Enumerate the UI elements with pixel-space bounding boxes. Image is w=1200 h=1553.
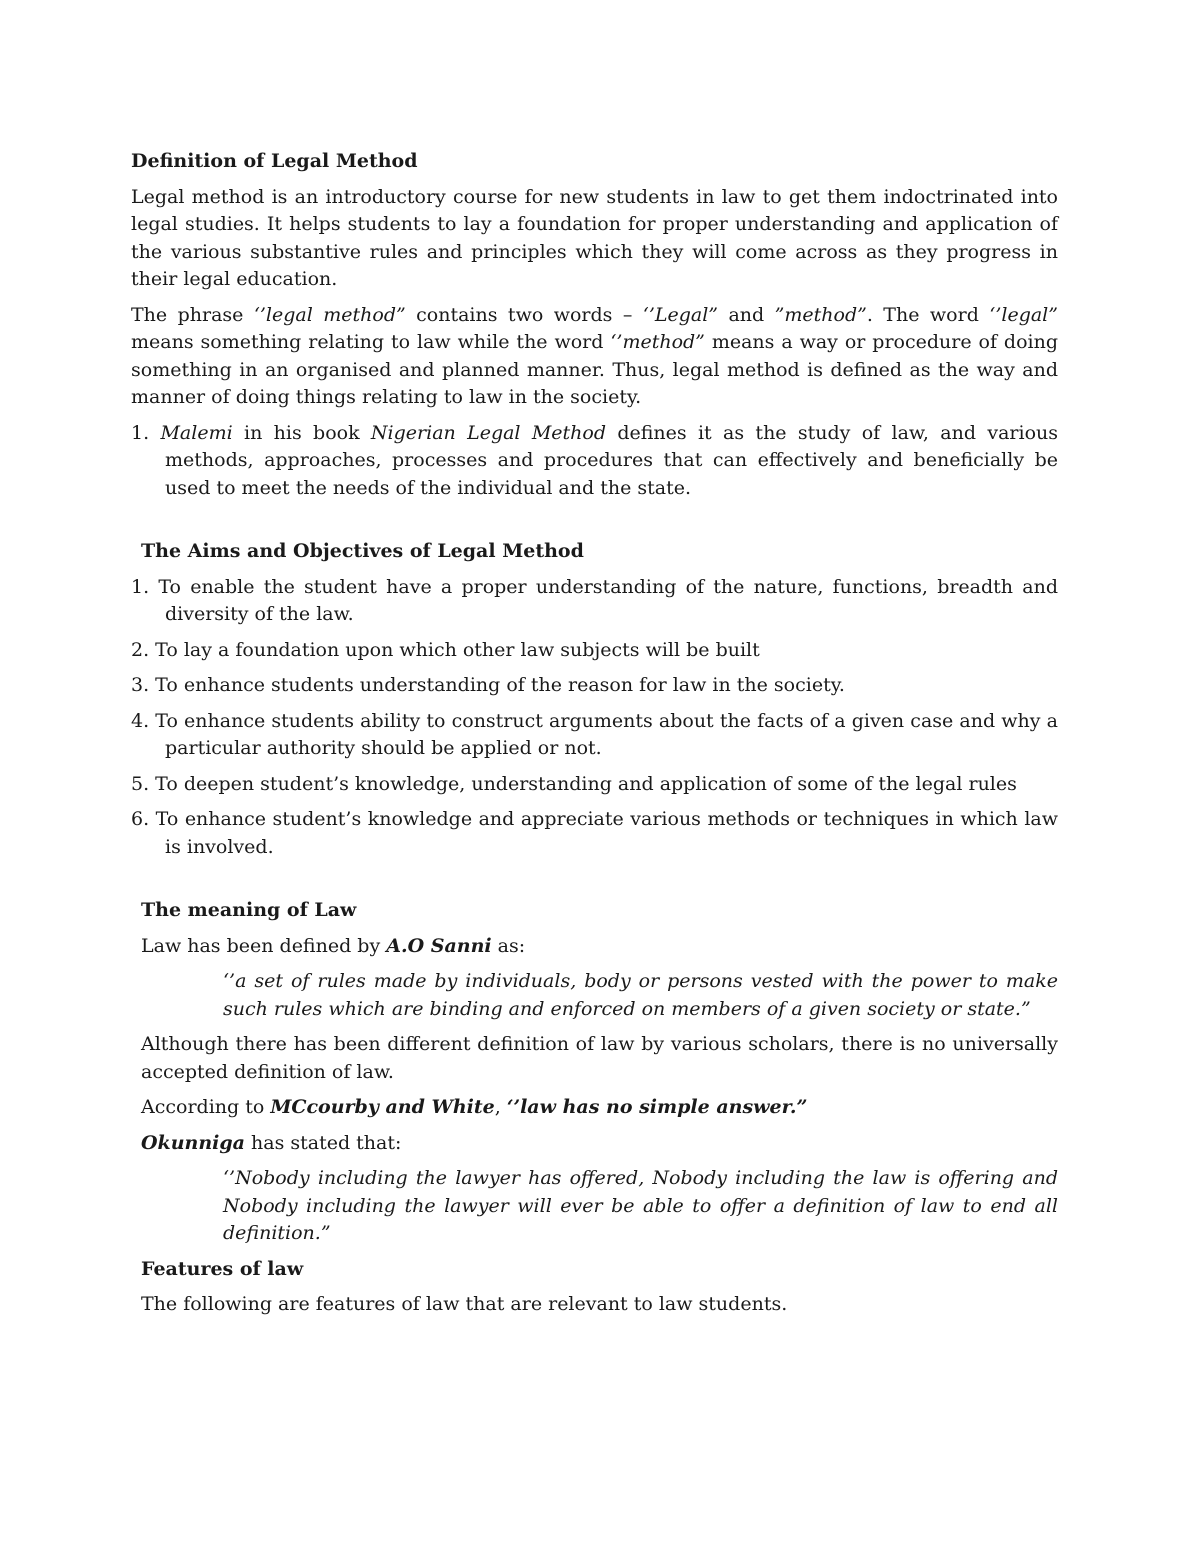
- list-item: 5. To deepen student’s knowledge, understanding and application of some of the legal rules: [131, 772, 1017, 795]
- text: ,: [494, 1096, 507, 1118]
- text: as:: [491, 934, 526, 957]
- no-universal-definition: Although there has been different definition of law by various scholars, there is no universally accepted definition of law.: [141, 1033, 1058, 1083]
- list-item: 2. To lay a foundation upon which other law subjects will be built: [131, 638, 760, 661]
- okunniga-quote: ‘’Nobody including the lawyer has offered, Nobody including the law is offering and Nobody including the lawyer will ever be able to offer a definition of law to end all definition.”: [223, 1167, 1058, 1244]
- text: defines it as the study of law, and various methods, approaches, processes and procedures that can effectively and beneficially be used to meet the needs of the individual and the state.: [165, 421, 1059, 499]
- phrase-paragraph: [131, 302, 1058, 412]
- definition-paragraph: Legal method is an introductory course for new students in law to get them indoctrinated into legal studies. It helps students to lay a foundation for proper understanding and application of the various substantive rules and principles which they will come across as they progress in their legal education.: [131, 185, 1058, 290]
- heading-aims: The Aims and Objectives of Legal Method: [141, 540, 584, 562]
- author-name: A.O Sanni: [386, 934, 492, 957]
- italic-text: ‘’legal”: [989, 303, 1058, 326]
- document-page: [131, 148, 1058, 1327]
- mccourby-paragraph: [141, 1094, 1058, 1122]
- spacer: [131, 869, 1058, 897]
- features-intro: The following are features of law that are relevant to law students.: [141, 1293, 788, 1315]
- text: According to: [141, 1096, 271, 1118]
- list-item: 4. To enhance students ability to construct arguments about the facts of a given case and why a particular authority should be applied or not.: [131, 709, 1058, 759]
- heading-features-of-law: Features of law: [141, 1257, 304, 1280]
- quoted-text: ‘’law has no simple answer.”: [506, 1096, 808, 1118]
- text: . The word: [866, 303, 990, 326]
- italic-text: Nigerian Legal Method: [370, 421, 607, 444]
- sanni-intro: [141, 933, 1058, 961]
- spacer: [131, 510, 1058, 538]
- author-name: Okunniga: [141, 1131, 245, 1154]
- list-item: 3. To enhance students understanding of the reason for law in the society.: [131, 674, 845, 696]
- list-number: 1.: [131, 421, 161, 444]
- text: means something relating to law while the word: [131, 331, 611, 353]
- text: Law has been defined by: [141, 934, 387, 957]
- text: has stated that:: [244, 1131, 402, 1154]
- italic-text: ‘’method”: [610, 331, 705, 353]
- okunniga-intro: [141, 1130, 1058, 1158]
- text: contains two words –: [405, 303, 643, 326]
- author-name: MCcourby and White: [270, 1096, 495, 1118]
- italic-text: ‘’Legal”: [642, 303, 719, 326]
- text: and: [718, 303, 775, 326]
- list-item: 1. To enable the student have a proper understanding of the nature, functions, breadth and diversity of the law.: [131, 575, 1058, 625]
- italic-text: Malemi: [160, 421, 233, 444]
- list-item: [131, 420, 1058, 503]
- heading-meaning-of-law: The meaning of Law: [141, 899, 357, 921]
- law-section: [131, 897, 1058, 1319]
- text: in his book: [232, 421, 371, 444]
- list-item: 6. To enhance student’s knowledge and appreciate various methods or techniques in which law is involved.: [131, 808, 1058, 858]
- sanni-quote: ‘’a set of rules made by individuals, body or persons vested with the power to make such rules which are binding and enforced on members of a given society or state.”: [223, 970, 1058, 1020]
- italic-text: ‘’legal method”: [253, 303, 406, 326]
- text: The phrase: [131, 303, 254, 326]
- heading-definition: Definition of Legal Method: [131, 150, 418, 172]
- text: means a way or procedure of doing something in an organised and planned manner. Thus, legal method is defined as the way and manner of doing things relating to law in the society.: [131, 331, 1058, 408]
- italic-text: ”method”: [774, 303, 867, 326]
